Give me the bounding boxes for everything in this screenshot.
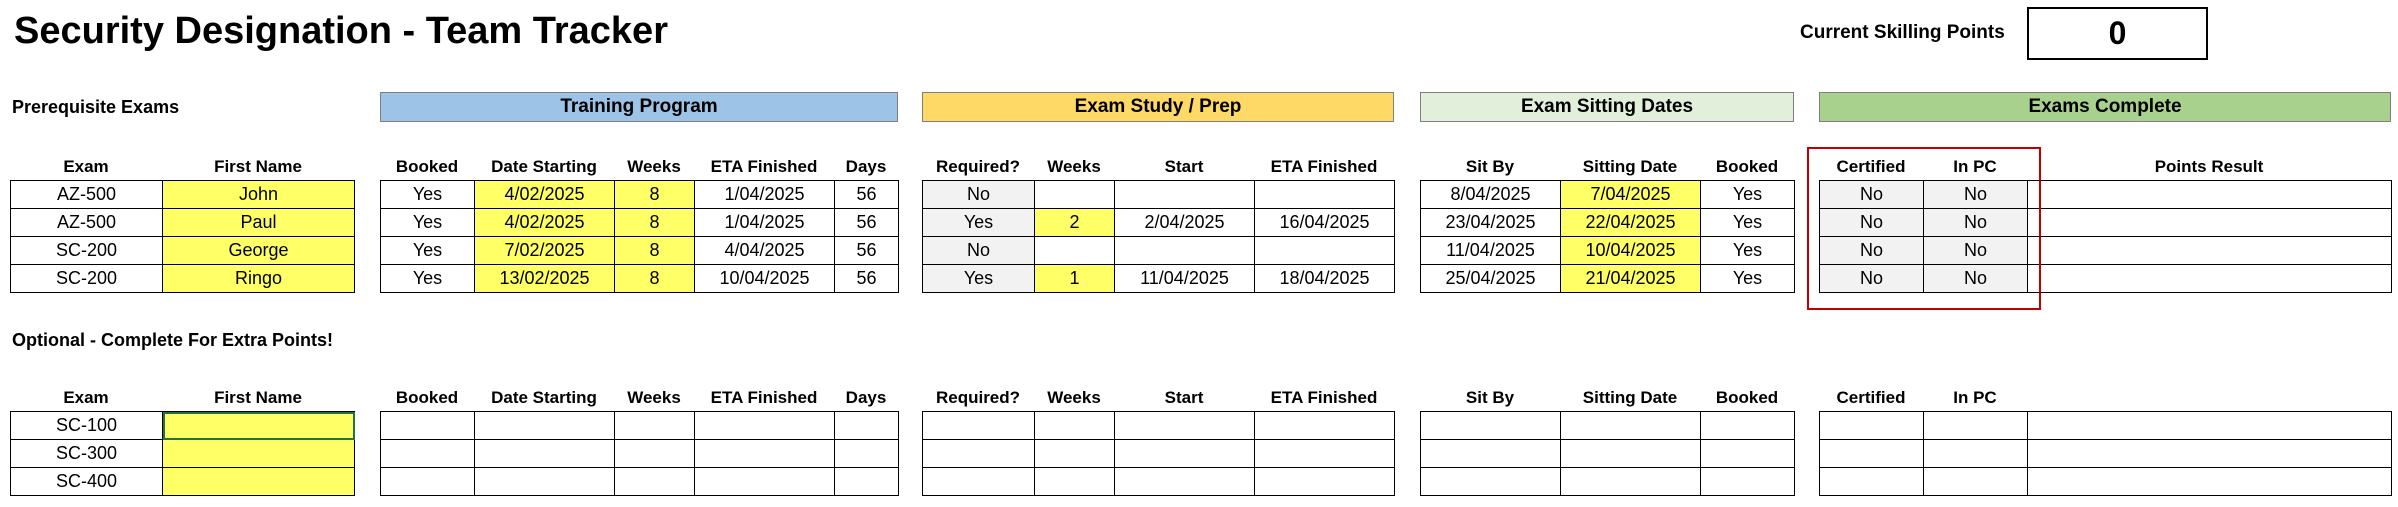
s-booked-cell[interactable]: Yes (1701, 265, 1795, 293)
s-weeks-cell[interactable]: 1 (1035, 265, 1115, 293)
sit-by-cell[interactable] (1421, 468, 1561, 496)
table-row (1421, 265, 1795, 293)
prerequisite-header-exam: Exam (63, 157, 109, 176)
optional-training-table (380, 411, 899, 496)
table-row (1820, 209, 2392, 237)
table-row (1820, 440, 2392, 468)
exam-cell[interactable]: SC-100 (11, 412, 163, 440)
optional-complete-table (1819, 411, 2392, 496)
skilling-points-value[interactable]: 0 (2027, 7, 2208, 60)
table-row (11, 412, 355, 440)
table-row (923, 265, 1395, 293)
first-name-cell[interactable] (163, 468, 355, 496)
table-row (1421, 237, 1795, 265)
in-pc-cell[interactable]: No (1924, 265, 2028, 293)
table-row (1421, 181, 1795, 209)
prerequisite-study-table (922, 180, 1395, 293)
prerequisite-sitting-table (1420, 180, 1795, 293)
optional-study-table (922, 411, 1395, 496)
prerequisite-complete-table (1819, 180, 2392, 293)
first-name-cell[interactable]: John (163, 181, 355, 209)
table-row (11, 209, 355, 237)
optional-header-date-starting: Date Starting (491, 388, 597, 407)
training-program-banner: Training Program (380, 92, 898, 122)
optional-header-days: Days (845, 388, 887, 407)
sit-by-cell[interactable] (1421, 440, 1561, 468)
s-booked-cell[interactable] (1701, 440, 1795, 468)
optional-header-weeks: Weeks (627, 388, 681, 407)
booked-cell[interactable]: Yes (381, 237, 475, 265)
s-eta-cell[interactable]: 16/04/2025 (1255, 209, 1395, 237)
prerequisite-header-sit-by: Sit By (1465, 157, 1515, 176)
s-start-cell[interactable] (1115, 440, 1255, 468)
prerequisite-header-days: Days (845, 157, 887, 176)
table-row (381, 412, 899, 440)
table-row (381, 237, 899, 265)
table-row (381, 468, 899, 496)
certified-cell[interactable]: No (1820, 237, 1924, 265)
prerequisite-training-table (380, 180, 899, 293)
date-start-cell[interactable]: 13/02/2025 (475, 265, 615, 293)
points-cell[interactable] (2028, 181, 2392, 209)
exam-sitting-banner: Exam Sitting Dates (1420, 92, 1794, 122)
points-cell[interactable] (2028, 209, 2392, 237)
points-cell[interactable] (2028, 468, 2392, 496)
s-weeks-cell[interactable]: 2 (1035, 209, 1115, 237)
table-row (1820, 412, 2392, 440)
date-start-cell[interactable]: 7/02/2025 (475, 237, 615, 265)
prerequisite-header-sitting-date: Sitting Date (1582, 157, 1678, 176)
booked-cell[interactable] (381, 468, 475, 496)
days-cell[interactable] (835, 440, 899, 468)
sitting-cell[interactable] (1561, 440, 1701, 468)
points-cell[interactable] (2028, 412, 2392, 440)
eta-cell[interactable]: 1/04/2025 (695, 181, 835, 209)
certified-cell[interactable] (1820, 412, 1924, 440)
s-eta-cell[interactable] (1255, 181, 1395, 209)
eta-cell[interactable]: 4/04/2025 (695, 237, 835, 265)
s-booked-cell[interactable]: Yes (1701, 181, 1795, 209)
s-weeks-cell[interactable] (1035, 237, 1115, 265)
certified-cell[interactable] (1820, 440, 1924, 468)
booked-cell[interactable] (381, 412, 475, 440)
date-start-cell[interactable] (475, 468, 615, 496)
table-row (11, 237, 355, 265)
optional-header-start: Start (1164, 388, 1204, 407)
points-cell[interactable] (2028, 440, 2392, 468)
table-row (923, 181, 1395, 209)
date-start-cell[interactable] (475, 440, 615, 468)
table-row (1820, 181, 2392, 209)
booked-cell[interactable]: Yes (381, 209, 475, 237)
optional-header-first-name: First Name (214, 388, 302, 407)
s-booked-cell[interactable] (1701, 468, 1795, 496)
required-cell[interactable]: No (923, 181, 1035, 209)
booked-cell[interactable] (381, 440, 475, 468)
table-row (11, 181, 355, 209)
optional-header-sit-by: Sit By (1465, 388, 1515, 407)
exam-cell[interactable]: SC-400 (11, 468, 163, 496)
required-cell[interactable] (923, 468, 1035, 496)
table-row (923, 237, 1395, 265)
table-row (11, 440, 355, 468)
eta-cell[interactable] (695, 468, 835, 496)
table-row (923, 209, 1395, 237)
s-weeks-cell[interactable] (1035, 440, 1115, 468)
optional-exam-info-table (10, 411, 355, 496)
s-booked-cell[interactable]: Yes (1701, 237, 1795, 265)
table-row (1820, 265, 2392, 293)
sit-by-cell[interactable]: 23/04/2025 (1421, 209, 1561, 237)
required-cell[interactable]: No (923, 237, 1035, 265)
prerequisite-header-study-eta: ETA Finished (1270, 157, 1378, 176)
exam-cell[interactable]: SC-200 (11, 265, 163, 293)
first-name-cell[interactable] (163, 412, 355, 440)
table-row (1421, 440, 1795, 468)
in-pc-cell[interactable]: No (1924, 209, 2028, 237)
exam-cell[interactable]: SC-200 (11, 237, 163, 265)
optional-section-label: Optional - Complete For Extra Points! (12, 330, 334, 350)
optional-header-sit-booked: Booked (1715, 388, 1779, 407)
prerequisite-header-in-pc: In PC (1953, 157, 1997, 176)
prerequisite-exam-info-table (10, 180, 355, 293)
table-row (923, 468, 1395, 496)
eta-cell[interactable] (695, 440, 835, 468)
s-start-cell[interactable]: 2/04/2025 (1115, 209, 1255, 237)
table-row (11, 265, 355, 293)
table-row (1421, 209, 1795, 237)
optional-header-booked: Booked (395, 388, 459, 407)
days-cell[interactable]: 56 (835, 237, 899, 265)
s-start-cell[interactable] (1115, 181, 1255, 209)
s-eta-cell[interactable]: 18/04/2025 (1255, 265, 1395, 293)
exams-complete-banner: Exams Complete (1819, 92, 2391, 122)
table-row (381, 181, 899, 209)
s-weeks-cell[interactable] (1035, 181, 1115, 209)
weeks-cell[interactable]: 8 (615, 237, 695, 265)
table-row (381, 440, 899, 468)
s-weeks-cell[interactable] (1035, 468, 1115, 496)
s-booked-cell[interactable]: Yes (1701, 209, 1795, 237)
required-cell[interactable]: Yes (923, 265, 1035, 293)
first-name-cell[interactable]: Paul (163, 209, 355, 237)
booked-cell[interactable]: Yes (381, 265, 475, 293)
optional-header-study-weeks: Weeks (1047, 388, 1101, 407)
optional-header-sitting-date: Sitting Date (1582, 388, 1678, 407)
sitting-cell[interactable]: 21/04/2025 (1561, 265, 1701, 293)
certified-cell[interactable]: No (1820, 209, 1924, 237)
weeks-cell[interactable]: 8 (615, 265, 695, 293)
skilling-points-label: Current Skilling Points (1800, 22, 2005, 43)
prerequisite-header-date-starting: Date Starting (491, 157, 597, 176)
s-booked-cell[interactable] (1701, 412, 1795, 440)
exam-cell[interactable]: SC-300 (11, 440, 163, 468)
days-cell[interactable]: 56 (835, 209, 899, 237)
optional-header-exam: Exam (63, 388, 109, 407)
date-start-cell[interactable] (475, 412, 615, 440)
table-row (1820, 468, 2392, 496)
s-start-cell[interactable] (1115, 412, 1255, 440)
table-row (381, 209, 899, 237)
weeks-cell[interactable] (615, 440, 695, 468)
days-cell[interactable]: 56 (835, 181, 899, 209)
optional-header-required: Required? (935, 388, 1021, 407)
days-cell[interactable] (835, 412, 899, 440)
prerequisite-section-label: Prerequisite Exams (12, 97, 180, 117)
optional-header-in-pc: In PC (1953, 388, 1997, 407)
table-row (1820, 237, 2392, 265)
sitting-cell[interactable]: 22/04/2025 (1561, 209, 1701, 237)
weeks-cell[interactable] (615, 468, 695, 496)
optional-header-certified: Certified (1836, 388, 1906, 407)
date-start-cell[interactable]: 4/02/2025 (475, 181, 615, 209)
required-cell[interactable] (923, 440, 1035, 468)
weeks-cell[interactable]: 8 (615, 209, 695, 237)
prerequisite-header-study-weeks: Weeks (1047, 157, 1101, 176)
eta-cell[interactable] (695, 412, 835, 440)
in-pc-cell[interactable] (1924, 468, 2028, 496)
date-start-cell[interactable]: 4/02/2025 (475, 209, 615, 237)
s-start-cell[interactable]: 11/04/2025 (1115, 265, 1255, 293)
exam-cell[interactable]: AZ-500 (11, 181, 163, 209)
s-start-cell[interactable] (1115, 237, 1255, 265)
optional-sitting-table (1420, 411, 1795, 496)
weeks-cell[interactable] (615, 412, 695, 440)
sitting-cell[interactable]: 7/04/2025 (1561, 181, 1701, 209)
booked-cell[interactable]: Yes (381, 181, 475, 209)
prerequisite-header-first-name: First Name (214, 157, 302, 176)
table-row (923, 412, 1395, 440)
table-row (1421, 412, 1795, 440)
sit-by-cell[interactable]: 25/04/2025 (1421, 265, 1561, 293)
s-start-cell[interactable] (1115, 468, 1255, 496)
in-pc-cell[interactable]: No (1924, 237, 2028, 265)
sitting-cell[interactable] (1561, 468, 1701, 496)
prerequisite-header-sit-booked: Booked (1715, 157, 1779, 176)
table-row (923, 440, 1395, 468)
first-name-cell[interactable] (163, 440, 355, 468)
s-eta-cell[interactable] (1255, 468, 1395, 496)
exam-study-banner: Exam Study / Prep (922, 92, 1394, 122)
prerequisite-header-required: Required? (935, 157, 1021, 176)
eta-cell[interactable]: 1/04/2025 (695, 209, 835, 237)
certified-cell[interactable]: No (1820, 265, 1924, 293)
sit-by-cell[interactable] (1421, 412, 1561, 440)
first-name-cell[interactable]: Ringo (163, 265, 355, 293)
prerequisite-header-certified: Certified (1836, 157, 1906, 176)
page-title: Security Designation - Team Tracker (14, 10, 668, 52)
points-cell[interactable] (2028, 265, 2392, 293)
exam-cell[interactable]: AZ-500 (11, 209, 163, 237)
s-eta-cell[interactable] (1255, 237, 1395, 265)
prerequisite-header-points-result: Points Result (2154, 157, 2264, 176)
certified-cell[interactable]: No (1820, 181, 1924, 209)
in-pc-cell[interactable]: No (1924, 181, 2028, 209)
sitting-cell[interactable] (1561, 412, 1701, 440)
optional-header-study-eta: ETA Finished (1270, 388, 1378, 407)
prerequisite-header-start: Start (1164, 157, 1204, 176)
optional-header-eta-finished: ETA Finished (710, 388, 818, 407)
required-cell[interactable]: Yes (923, 209, 1035, 237)
in-pc-cell[interactable] (1924, 440, 2028, 468)
table-row (11, 468, 355, 496)
s-eta-cell[interactable] (1255, 412, 1395, 440)
table-row (1421, 468, 1795, 496)
sit-by-cell[interactable]: 11/04/2025 (1421, 237, 1561, 265)
prerequisite-header-weeks: Weeks (627, 157, 681, 176)
first-name-cell[interactable]: George (163, 237, 355, 265)
days-cell[interactable] (835, 468, 899, 496)
prerequisite-header-eta-finished: ETA Finished (710, 157, 818, 176)
sit-by-cell[interactable]: 8/04/2025 (1421, 181, 1561, 209)
prerequisite-header-booked: Booked (395, 157, 459, 176)
in-pc-cell[interactable] (1924, 412, 2028, 440)
eta-cell[interactable]: 10/04/2025 (695, 265, 835, 293)
certified-cell[interactable] (1820, 468, 1924, 496)
days-cell[interactable]: 56 (835, 265, 899, 293)
required-cell[interactable] (923, 412, 1035, 440)
s-eta-cell[interactable] (1255, 440, 1395, 468)
points-cell[interactable] (2028, 237, 2392, 265)
weeks-cell[interactable]: 8 (615, 181, 695, 209)
s-weeks-cell[interactable] (1035, 412, 1115, 440)
table-row (381, 265, 899, 293)
sitting-cell[interactable]: 10/04/2025 (1561, 237, 1701, 265)
